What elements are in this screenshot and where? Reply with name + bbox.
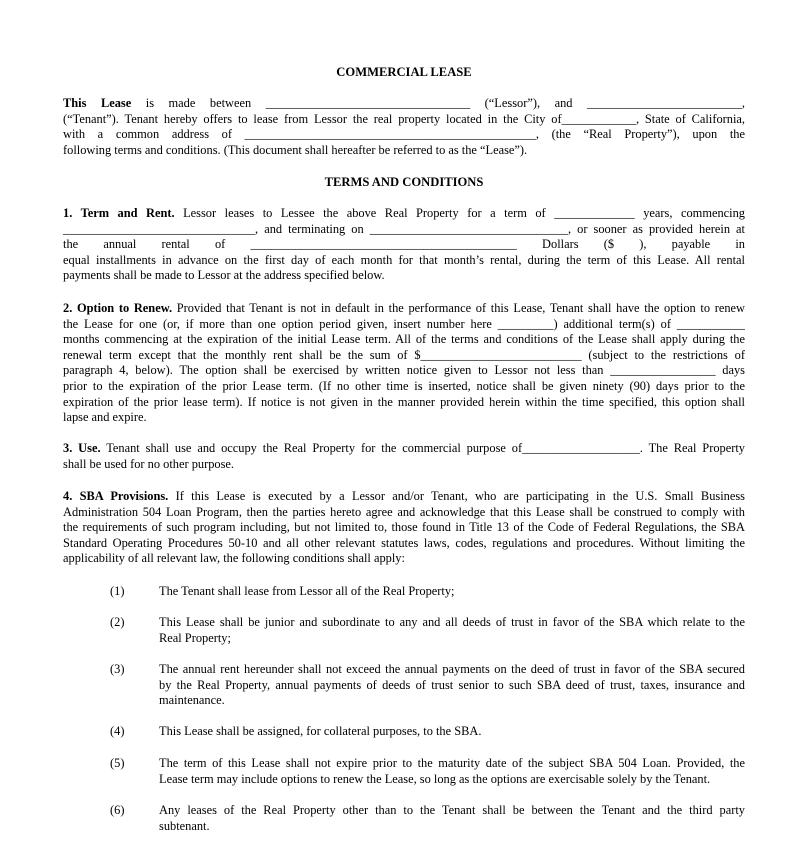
intro-line: This Lease is made between _________________________________ (“Lessor”), and _________________________,: [63, 96, 745, 110]
section-term-and-rent: [63, 206, 745, 284]
condition-number: (1): [110, 584, 125, 598]
section-line: the Lease for one (or, if more than one option period given, insert number here _________) additional term(s) of ___________: [63, 316, 745, 331]
section-line: payments shall be made to Lessor at the address specified below.: [63, 268, 385, 283]
section-lead: 3. Use.: [63, 441, 101, 455]
intro-lead: This Lease: [63, 96, 132, 110]
intro-line: (“Tenant”). Tenant hereby offers to lease from Lessor the real property located in the City of____________, State of California,: [63, 111, 745, 126]
section-lead: 2. Option to Renew.: [63, 301, 173, 315]
section-heading: TERMS AND CONDITIONS: [324, 175, 484, 189]
condition-text: This Lease shall be junior and subordinate to any and all deeds of trust in favor of the SBA which relate to the Real Property;: [159, 615, 745, 645]
condition-number: (5): [110, 756, 125, 770]
section-line: 2. Option to Renew. Provided that Tenant is not in default in the performance of this Lease, Tenant shall have the option to renew: [63, 301, 745, 315]
section-line: the requirements of such program including, but not limited to, those found in Title 13 of the Code of Federal Regulations, the SBA: [63, 520, 745, 535]
condition-number: (2): [110, 615, 125, 629]
section-lead: 1. Term and Rent.: [63, 206, 175, 220]
section-line: 4. SBA Provisions. If this Lease is executed by a Lessor and/or Tenant, who are participating in the U.S. Small Business: [63, 489, 745, 503]
section-line: paragraph 4, below). The option shall be exercised by written notice given to Lessor not less than _________________ days: [63, 363, 745, 378]
section-line: Administration 504 Loan Program, then the parties hereto agree and acknowledge that this Lease shall be construed to comply with: [63, 504, 745, 519]
condition-text: The Tenant shall lease from Lessor all of the Real Property;: [159, 584, 455, 598]
section-use: [63, 441, 745, 472]
intro-line: following terms and conditions. (This document shall hereafter be referred to as the “Lease”).: [63, 142, 528, 157]
section-option-to-renew: [63, 301, 745, 426]
section-line: months commencing at the expiration of the initial Lease term. All of the terms and conditions of the Lease shall apply during the: [63, 332, 745, 347]
section-line: Standard Operating Procedures 50-10 and all other relevant statutes laws, codes, regulations and procedures. Without limiting the: [63, 535, 745, 550]
condition-text: The annual rent hereunder shall not exceed the annual payments on the deed of trust in favor of the SBA secured by the Real Property, annual payments of deeds of trust senior to such SBA deed of trust, taxes, insurance and maintenance.: [159, 662, 745, 708]
intro-line: with a common address of _______________________________________________, (the “Real Property”), upon the: [63, 127, 745, 142]
section-line: the annual rental of ___________________________________________ Dollars ($ ), payable in: [63, 237, 745, 252]
section-line: 1. Term and Rent. Lessor leases to Lessee the above Real Property for a term of _____________ years, commencing: [63, 206, 745, 220]
document-title: COMMERCIAL LEASE: [336, 65, 472, 79]
section-line: shall be used for no other purpose.: [63, 456, 235, 471]
section-line: lapse and expire.: [63, 410, 147, 425]
condition-number: (4): [110, 724, 125, 738]
section-sba-provisions: [63, 489, 745, 567]
condition-text: This Lease shall be assigned, for collateral purposes, to the SBA.: [159, 724, 482, 738]
condition-text: The term of this Lease shall not expire prior to the maturity date of the subject SBA 504 Loan. Provided, the Lease term may include options to renew the Lease, so long as the options are exercisable solely by the Tenant.: [159, 756, 745, 786]
section-line: prior to the expiration of the prior Lease term. (If no other time is inserted, notice shall be given ninety (90) days prior to the: [63, 378, 745, 393]
condition-number: (3): [110, 662, 125, 676]
condition-number: (6): [110, 803, 125, 817]
condition-text: Any leases of the Real Property other than to the Tenant shall be between the Tenant and the third party subtenant.: [159, 803, 745, 833]
section-line: equal installments in advance on the first day of each month for that month’s rental, during the term of this Lease. All rental: [63, 252, 745, 267]
section-line: _______________________________, and terminating on ________________________________, or sooner as provided herein at: [63, 221, 745, 236]
section-line: renewal term except that the monthly rent shall be the sum of $__________________________ (subject to the restrictions of: [63, 347, 745, 362]
section-line: expiration of the prior lease term). If notice is not given in the manner provided herein within the time specified, this option shall: [63, 394, 745, 409]
section-lead: 4. SBA Provisions.: [63, 489, 169, 503]
intro-paragraph: [63, 96, 745, 158]
section-line: applicability of all relevant law, the following conditions shall apply:: [63, 551, 405, 566]
section-line: 3. Use. Tenant shall use and occupy the Real Property for the commercial purpose of___________________. The Real Property: [63, 441, 745, 455]
